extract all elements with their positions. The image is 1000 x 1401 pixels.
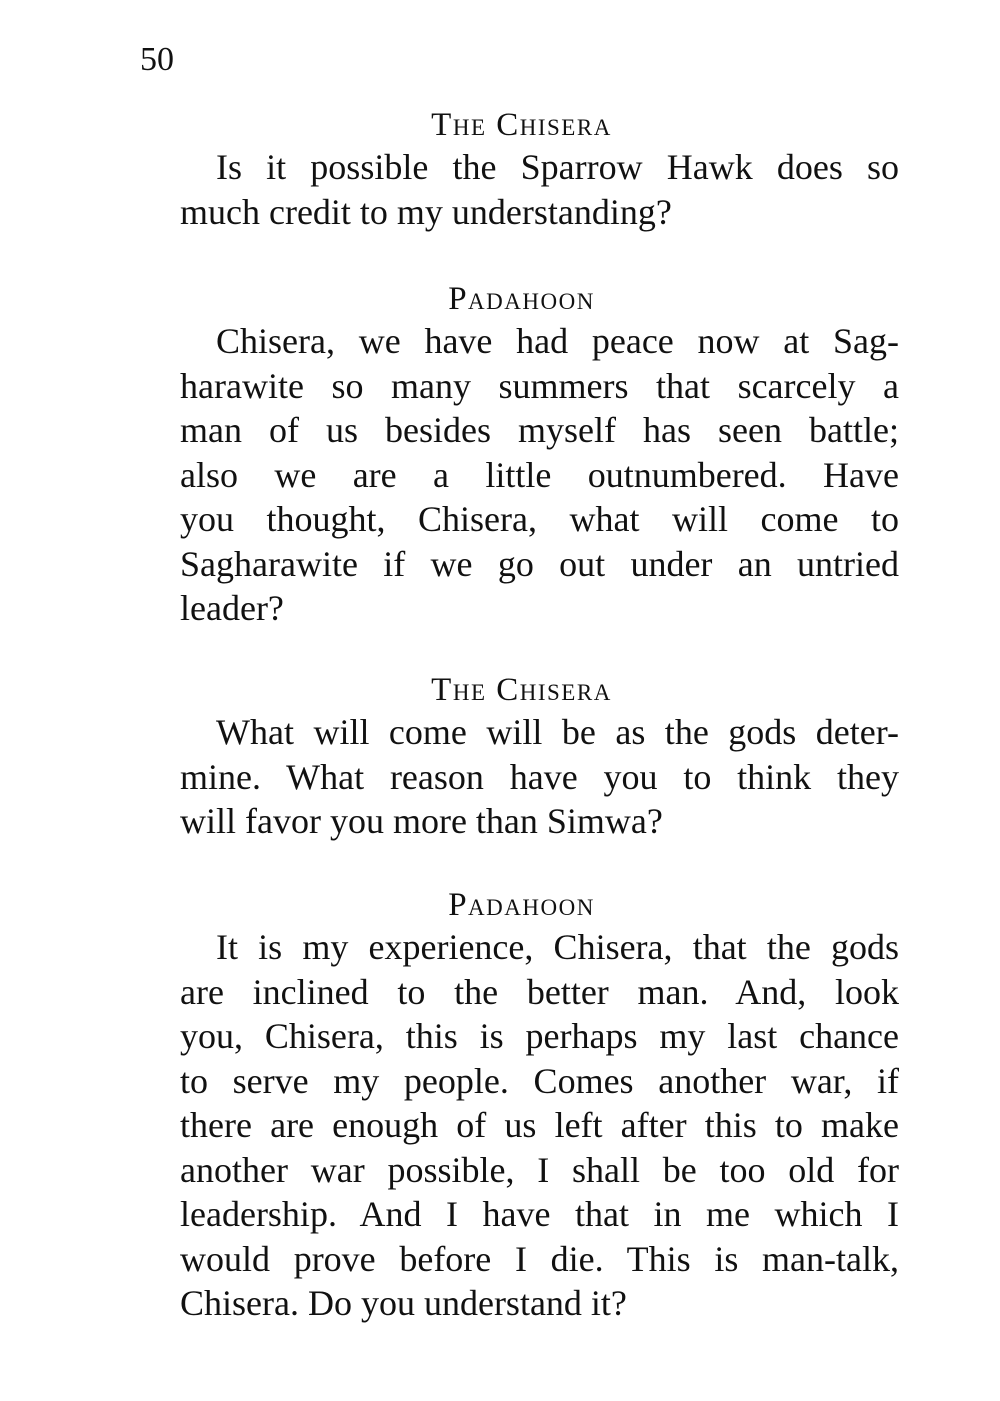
speech-line: there are enough of us left after this to make — [180, 1105, 899, 1145]
speech-line: you thought, Chisera, what will come to — [180, 499, 899, 539]
speech-line: leadership. And I have that in me which I — [180, 1194, 899, 1234]
speaker-name: Padahoon — [448, 887, 595, 923]
dialogue-block — [144, 670, 899, 844]
speech-line: will favor you more than Simwa? — [180, 801, 663, 841]
speech-line: Sagharawite if we go out under an untried — [180, 543, 899, 584]
speech-line: What will come will be as the gods deter- — [216, 712, 899, 752]
speech-text — [144, 710, 899, 844]
speech-line: mine. What reason have you to think they — [180, 756, 899, 797]
page-number: 50 — [140, 41, 174, 78]
speaker-name: Padahoon — [448, 281, 595, 317]
dialogue-block — [144, 885, 899, 1326]
speaker-name: The Chisera — [431, 107, 612, 143]
speaker-name: The Chisera — [431, 672, 612, 708]
speech-line: Is it possible the Sparrow Hawk does so — [216, 147, 899, 187]
dialogue-block — [144, 279, 899, 631]
speech-line: It is my experience, Chisera, that the gods — [216, 927, 899, 967]
speech-line: also we are a little outnumbered. Have — [180, 454, 899, 495]
speech-line: man of us besides myself has seen battle; — [180, 410, 899, 450]
speech-line: you, Chisera, this is perhaps my last chance — [180, 1016, 899, 1056]
speech-text — [144, 319, 899, 631]
speech-line: would prove before I die. This is man-talk, — [180, 1238, 899, 1279]
dialogue-block — [144, 105, 899, 234]
speech-line: much credit to my understanding? — [180, 191, 672, 232]
speech-line: to serve my people. Comes another war, if — [180, 1060, 899, 1101]
speech-line: another war possible, I shall be too old for — [180, 1149, 899, 1190]
speech-line: are inclined to the better man. And, look — [180, 971, 899, 1012]
speech-text — [144, 145, 899, 234]
speech-line: harawite so many summers that scarcely a — [180, 365, 899, 406]
speech-line: Chisera, we have had peace now at Sag- — [216, 321, 899, 361]
speech-text — [144, 925, 899, 1326]
speech-line: Chisera. Do you understand it? — [180, 1283, 627, 1323]
speech-line: leader? — [180, 588, 284, 628]
